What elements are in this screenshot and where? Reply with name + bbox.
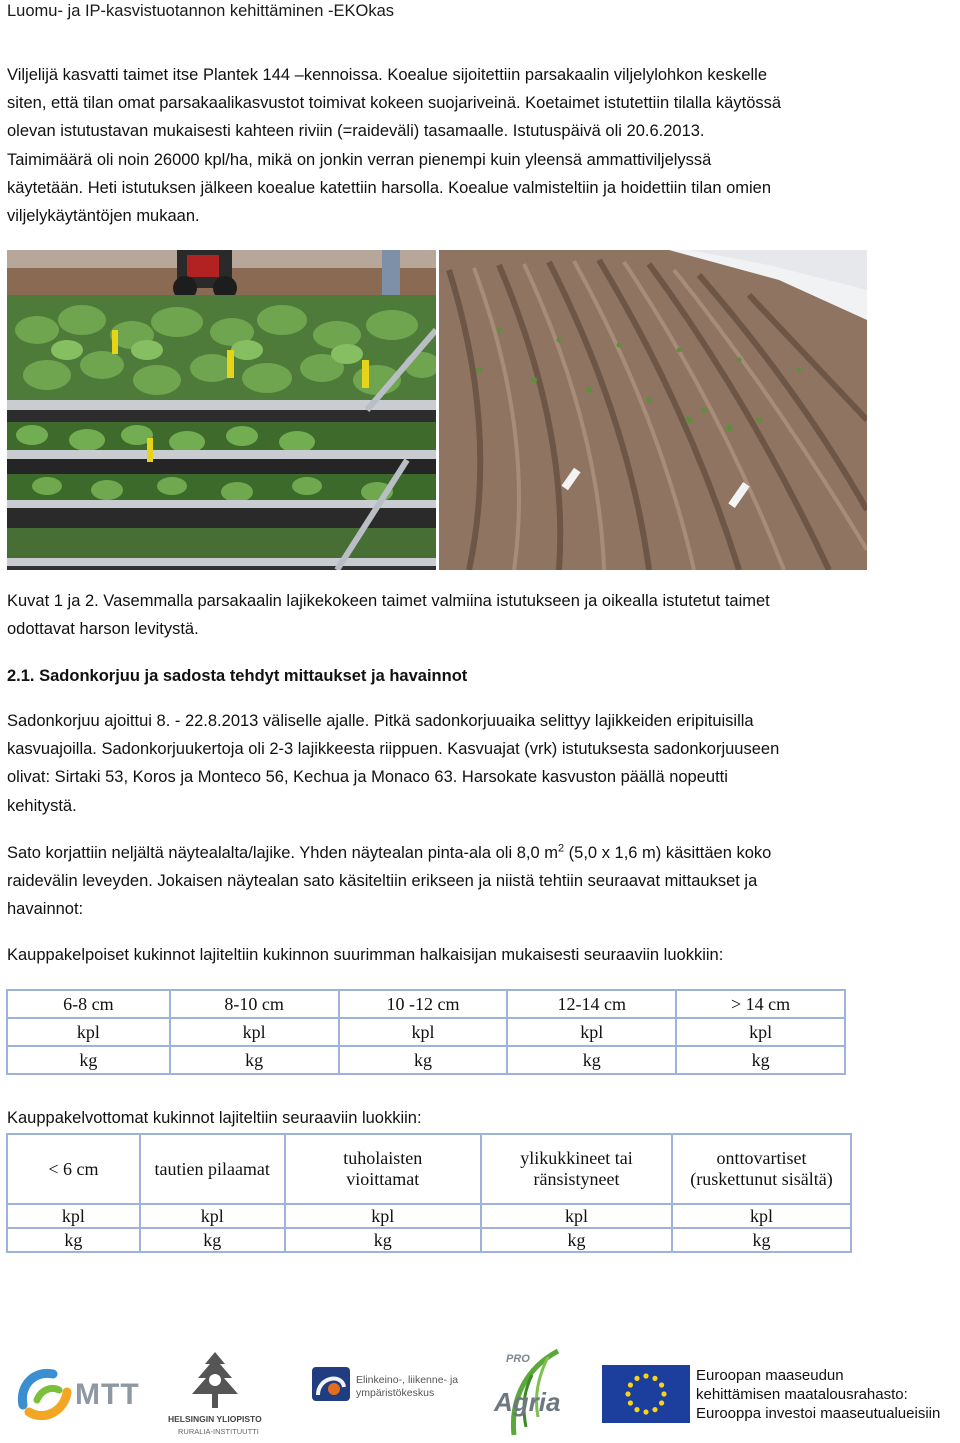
table-header-cell: > 14 cm — [676, 990, 845, 1018]
text-line: Sadonkorjuu ajoittui 8. - 22.8.2013 väliselle ajalle. Pitkä sadonkorjuuaika selittyy lajikkeiden eripituisilla — [7, 712, 754, 730]
table-cell: kg — [339, 1046, 508, 1074]
text-line: olivat: Sirtaki 53, Koros ja Monteco 56, Kechua ja Monaco 63. Harsokate kasvuston päällä nopeutti — [7, 768, 728, 787]
eu-rural-fund-logo — [602, 1365, 958, 1425]
proagria-name-text: Agria — [494, 1387, 561, 1417]
table-header-cell: 8-10 cm — [170, 990, 339, 1018]
table-cell: kg — [140, 1228, 285, 1252]
table-cell: kg — [285, 1228, 482, 1252]
text-line: viljelykäytäntöjen mukaan. — [7, 207, 200, 226]
text-line: raidevälin leveyden. Jokaisen näytealan sato käsiteltiin erikseen ja niistä tehtiin seuraavat mittaukset ja — [7, 872, 758, 891]
table-row — [7, 1204, 851, 1228]
page-header-title: Luomu- ja IP-kasvistuotannon kehittäminen -EKOkas — [7, 2, 395, 20]
ely-logo-line2: ympäristökeskus — [356, 1387, 435, 1399]
ely-emblem-icon — [312, 1367, 350, 1401]
unmarketable-class-table — [6, 1133, 852, 1253]
marketable-size-table — [6, 989, 846, 1075]
table-header-row — [7, 990, 845, 1018]
table-cell: kg — [7, 1228, 140, 1252]
mtt-logo-icon — [15, 1360, 75, 1430]
table-cell: kpl — [7, 1204, 140, 1228]
mtt-logo — [15, 1360, 155, 1430]
text-line: kehitystä. — [7, 796, 77, 815]
table-header-cell: 12-14 cm — [507, 990, 676, 1018]
text-line: käytetään. Heti istutuksen jälkeen koealue katettiin harsolla. Koealue valmisteltiin ja hoidettiin tilan omien — [7, 178, 772, 197]
table-header-cell: < 6 cm — [7, 1134, 140, 1204]
table-cell: kpl — [285, 1204, 482, 1228]
table-cell: kpl — [7, 1018, 170, 1046]
table-row — [7, 1228, 851, 1252]
text-line: odottavat harson levitystä. — [7, 620, 199, 639]
unmarketable-intro: Kauppakelvottomat kukinnot lajiteltiin seuraaviin luokkiin: — [7, 1109, 422, 1127]
ely-logo-line1: Elinkeino-, liikenne- ja — [356, 1374, 459, 1386]
table-header-cell: tuholaisten vioittamat — [285, 1134, 482, 1204]
table-header-cell: onttovartiset (ruskettunut sisältä) — [672, 1134, 851, 1204]
table-cell: kpl — [507, 1018, 676, 1046]
table-row — [7, 1018, 845, 1046]
eu-flag-icon — [602, 1365, 690, 1423]
planted-field-photo — [439, 250, 867, 570]
table-header-cell: tautien pilaamat — [140, 1134, 285, 1204]
sample-paragraph — [7, 839, 952, 924]
section-heading: 2.1. Sadonkorjuu ja sadosta tehdyt mittaukset ja havainnot — [7, 667, 468, 685]
footer-logos — [0, 1345, 960, 1443]
text-line: siten, että tilan omat parsakaalikasvustot toimivat kokeen suojariveinä. Koetaimet istutettiin tilalla käytössä — [7, 94, 782, 113]
marketable-intro: Kauppakelpoiset kukinnot lajiteltiin kukinnon suurimman halkaisijan mukaisesti seuraaviin luokkiin: — [7, 946, 724, 964]
mtt-logo-text: MTT — [75, 1378, 140, 1411]
table-cell: kpl — [140, 1204, 285, 1228]
eu-logo-line3: Eurooppa investoi maaseutualueisiin — [696, 1405, 941, 1422]
eu-logo-line1: Euroopan maaseudun — [696, 1367, 844, 1384]
table-row — [7, 1046, 845, 1074]
photo-caption — [7, 587, 952, 643]
ely-centre-logo — [312, 1367, 472, 1407]
hy-logo-line2: RURALIA-INSTITUUTTI — [178, 1427, 259, 1436]
table-header-cell: 6-8 cm — [7, 990, 170, 1018]
photo-row — [7, 250, 867, 570]
text-line: Taimimäärä oli noin 26000 kpl/ha, mikä on jonkin verran pienempi kuin yleensä ammattiviljelyssä — [7, 150, 712, 169]
table-cell: kg — [170, 1046, 339, 1074]
table-cell: kg — [672, 1228, 851, 1252]
superscript: 2 — [557, 842, 565, 855]
hy-logo-line1: HELSINGIN YLIOPISTO — [168, 1414, 262, 1424]
text-line: Viljelijä kasvatti taimet itse Plantek 144 –kennoissa. Koealue sijoitettiin parsakaalin viljelylohkon keskelle — [7, 66, 768, 84]
helsinki-university-logo — [168, 1350, 263, 1442]
table-header-cell: ylikukkineet tai ränsistyneet — [481, 1134, 672, 1204]
text-line — [7, 839, 952, 867]
text-line: havainnot: — [7, 900, 84, 919]
text-line: kasvuajoilla. Sadonkorjuukertoja oli 2-3 lajikkeesta riippuen. Kasvuajat (vrk) istutuksesta sadonkorjuuseen — [7, 740, 780, 759]
table-cell: kpl — [481, 1204, 672, 1228]
text-span: Sato korjattiin neljältä näytealalta/lajike. Yhden näytealan pinta-ala oli 8,0 m — [7, 844, 558, 862]
eu-logo-line2: kehittämisen maatalousrahasto: — [696, 1386, 908, 1403]
harvest-paragraph — [7, 707, 952, 820]
table-cell: kg — [481, 1228, 672, 1252]
table-cell: kpl — [672, 1204, 851, 1228]
text-line: Kuvat 1 ja 2. Vasemmalla parsakaalin lajikekokeen taimet valmiina istutukseen ja oikealla istutetut taimet — [7, 592, 770, 610]
table-header-row — [7, 1134, 851, 1204]
proagria-pro-text: PRO — [506, 1353, 530, 1365]
table-header-cell: 10 -12 cm — [339, 990, 508, 1018]
table-cell: kg — [676, 1046, 845, 1074]
intro-paragraph — [7, 61, 952, 230]
table-cell: kg — [507, 1046, 676, 1074]
seedlings-photo — [7, 250, 436, 570]
table-cell: kpl — [676, 1018, 845, 1046]
table-cell: kg — [7, 1046, 170, 1074]
text-line: olevan istutustavan mukaisesti kahteen riviin (=raideväli) tasamaalle. Istutuspäivä oli 20.6.2013. — [7, 122, 705, 141]
text-span: (5,0 x 1,6 m) käsittäen koko — [564, 844, 772, 862]
table-cell: kpl — [170, 1018, 339, 1046]
university-emblem-icon — [180, 1350, 250, 1412]
proagria-logo — [488, 1347, 568, 1439]
table-cell: kpl — [339, 1018, 508, 1046]
